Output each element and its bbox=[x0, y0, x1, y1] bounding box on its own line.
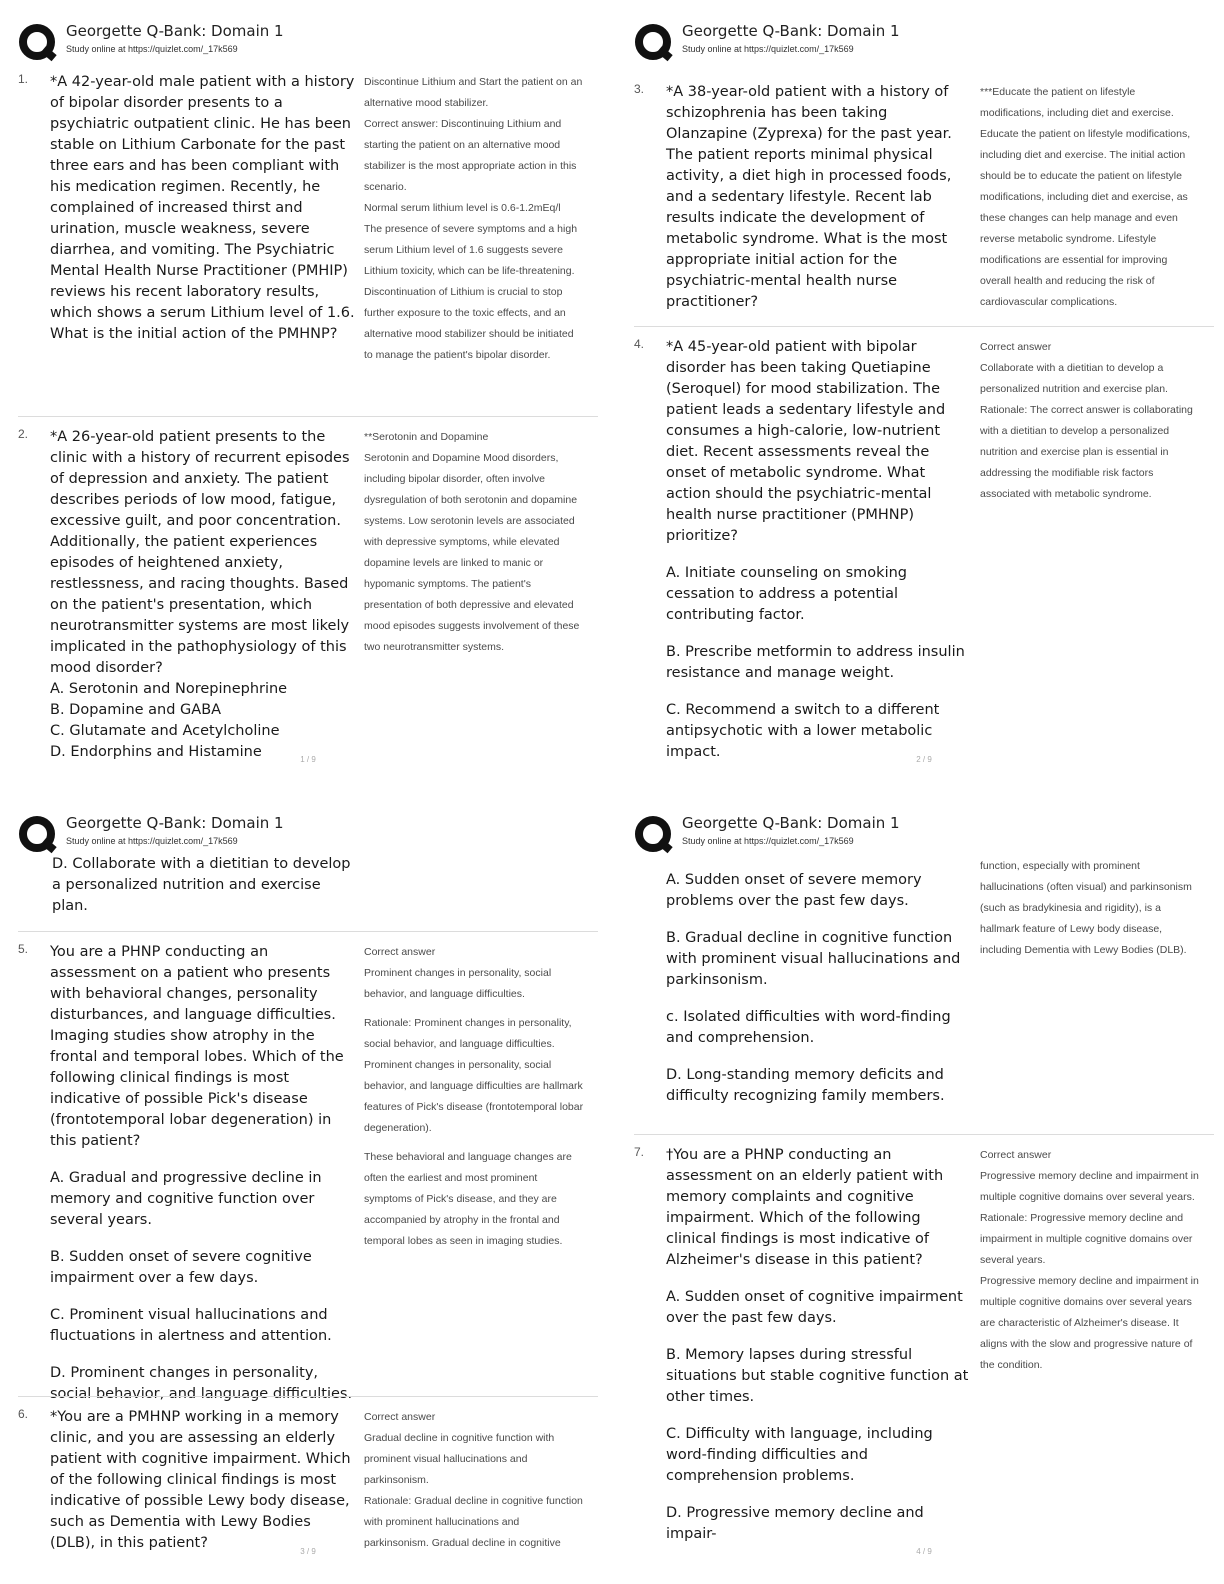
question-stem: *You are a PMHNP working in a memory clinic, and you are assessing an elderly patient with cognitive impairment. Which of the following clinical findings is most indicative of possible Lewy body disease, such as Dementia with Lewy Bodies (DLB), in this patient? bbox=[50, 1409, 351, 1551]
page-subtitle: Study online at https://quizlet.com/_17k569 bbox=[66, 836, 238, 846]
answer-text: Educate the patient on lifestyle modifications, including diet and exercise. The initial action should be to educate the patient on lifestyle modifications, including diet and exercise, as these changes can help manage and even reverse metabolic syndrome. Lifestyle modifications are essential for improving overall health and reducing the risk of cardiovascular complications. bbox=[980, 128, 1191, 308]
question-text bbox=[50, 1407, 356, 1554]
page-header bbox=[18, 810, 598, 856]
question-text bbox=[666, 82, 972, 313]
question-stem: *A 42-year-old male patient with a history of bipolar disorder presents to a psychiatric outpatient clinic. He has been stable on Lithium Carbonate for the past three ears and has been compliant with his medication regimen. Recently, he complained of increased thirst and urination, muscle weakness, severe diarrhea, and vomiting. The Psychiatric Mental Health Nurse Practitioner (PMHIP) reviews his recent laboratory results, which shows a serum Lithium level of 1.6. What is the initial action of the PMHNP? bbox=[50, 74, 355, 342]
page-body bbox=[18, 854, 598, 1562]
question-number: 5. bbox=[18, 942, 29, 956]
answer-text: Discontinue Lithium and Start the patient on an alternative mood stabilizer. bbox=[364, 76, 583, 109]
page-header bbox=[18, 18, 598, 64]
question-card bbox=[634, 78, 1214, 320]
answer-text: Progressive memory decline and impairment in multiple cognitive domains over several years are characteristic of Alzheimer's disease. It aligns with the slow and progressive nature of the condition. bbox=[980, 1275, 1199, 1371]
answer-text: Rationale: Gradual decline in cognitive function with prominent hallucinations and parkinsonism. Gradual decline in cognitive bbox=[364, 1495, 583, 1549]
answer-option: B. Gradual decline in cognitive function with prominent visual hallucinations and parkinsonism. bbox=[666, 930, 961, 988]
quizlet-logo-icon bbox=[18, 23, 58, 63]
question-number: 6. bbox=[18, 1407, 29, 1421]
answer-option: A. Sudden onset of severe memory problems over the past few days. bbox=[666, 872, 922, 909]
answer-panel bbox=[364, 1407, 584, 1554]
page-4 bbox=[634, 810, 1214, 1570]
answer-panel bbox=[980, 1145, 1200, 1376]
answer-option: c. Isolated difficulties with word-finding and comprehension. bbox=[666, 1009, 951, 1046]
quizlet-logo-icon bbox=[634, 815, 674, 855]
answer-option: A. Gradual and progressive decline in memory and cognitive function over several years. bbox=[50, 1170, 322, 1228]
answer-option: B. Prescribe metformin to address insulin resistance and manage weight. bbox=[666, 644, 965, 681]
answer-panel bbox=[364, 942, 584, 1252]
answer-text: Collaborate with a dietitian to develop a personalized nutrition and exercise plan. bbox=[980, 362, 1168, 395]
page-1 bbox=[18, 18, 598, 778]
answer-text: These behavioral and language changes are often the earliest and most prominent symptoms of Pick's disease, and they are accompanied by atrophy in the frontal and temporal lobes as seen in imaging studies. bbox=[364, 1151, 572, 1247]
question-number: 7. bbox=[634, 1145, 645, 1159]
answer-text: Correct answer bbox=[364, 946, 436, 958]
answer-option: B. Sudden onset of severe cognitive impairment over a few days. bbox=[50, 1249, 312, 1286]
question-text bbox=[50, 942, 356, 1405]
answer-option: C. Glutamate and Acetylcholine bbox=[50, 723, 280, 739]
answer-option: D. Progressive memory decline and impair- bbox=[666, 1505, 924, 1542]
page-subtitle: Study online at https://quizlet.com/_17k569 bbox=[682, 44, 854, 54]
question-number: 4. bbox=[634, 337, 645, 351]
answer-text: Correct answer bbox=[980, 1149, 1052, 1161]
quizlet-logo-icon bbox=[18, 815, 58, 855]
answer-option: C. Difficulty with language, including word-finding difficulties and comprehension problems. bbox=[666, 1426, 933, 1484]
continued-option: D. Collaborate with a dietitian to develop a personalized nutrition and exercise plan. bbox=[52, 856, 351, 914]
page-header bbox=[634, 18, 1214, 64]
answer-panel bbox=[364, 427, 584, 658]
question-continuation bbox=[634, 856, 1214, 1128]
answer-text: Normal serum lithium level is 0.6-1.2mEq/l bbox=[364, 202, 561, 214]
answer-text: Rationale: The correct answer is collaborating with a dietitian to develop a personalized nutrition and exercise plan is essential in addressing the modifiable risk factors associated with metabolic syndrome. bbox=[980, 404, 1193, 500]
quizlet-logo-icon bbox=[634, 23, 674, 63]
answer-panel bbox=[980, 337, 1200, 505]
question-stem: *A 45-year-old patient with bipolar disorder has been taking Quetiapine (Seroquel) for mood stabilization. The patient leads a sedentary lifestyle and consumes a high-calorie, low-nutrient diet. Recent assessments reveal the onset of metabolic syndrome. What action should the psychiatric-mental health nurse practitioner (PMHNP) prioritize? bbox=[666, 339, 946, 544]
page-title: Georgette Q-Bank: Domain 1 bbox=[682, 814, 900, 832]
answer-text: **Serotonin and Dopamine bbox=[364, 431, 489, 443]
page-title: Georgette Q-Bank: Domain 1 bbox=[682, 22, 900, 40]
answer-text: Correct answer: Discontinuing Lithium and starting the patient on an alternative mood stabilizer is the most appropriate action in this scenario. bbox=[364, 118, 577, 193]
answer-text: Rationale: Progressive memory decline and impairment in multiple cognitive domains over several years. bbox=[980, 1212, 1193, 1266]
page-title: Georgette Q-Bank: Domain 1 bbox=[66, 814, 284, 832]
answer-text: Progressive memory decline and impairment in multiple cognitive domains over several years. bbox=[980, 1170, 1199, 1203]
answer-option: D. Prominent changes in personality, social behavior, and language difficulties. bbox=[50, 1365, 353, 1402]
question-number: 1. bbox=[18, 72, 29, 86]
answer-panel bbox=[364, 72, 584, 366]
answer-option: B. Dopamine and GABA bbox=[50, 702, 222, 718]
question-card bbox=[18, 1396, 598, 1562]
answer-option: D. Endorphins and Histamine bbox=[50, 744, 262, 760]
answer-option: A. Serotonin and Norepinephrine bbox=[50, 681, 288, 697]
page-title: Georgette Q-Bank: Domain 1 bbox=[66, 22, 284, 40]
question-text bbox=[666, 1145, 972, 1545]
answer-text: ***Educate the patient on lifestyle modifications, including diet and exercise. bbox=[980, 86, 1174, 119]
continued-options bbox=[666, 870, 972, 1107]
question-stem: *A 38-year-old patient with a history of schizophrenia has been taking Olanzapine (Zyprexa) for the past year. The patient reports minimal physical activity, a diet high in processed foods, and a sedentary lifestyle. Recent lab results indicate the development of metabolic syndrome. What is the most appropriate initial action for the psychiatric-mental health nurse practitioner? bbox=[666, 84, 952, 310]
answer-option: A. Initiate counseling on smoking cessation to address a potential contributing factor. bbox=[666, 565, 907, 623]
answer-panel bbox=[980, 82, 1200, 313]
page-number: 1 / 9 bbox=[300, 755, 316, 764]
question-card bbox=[18, 931, 598, 1402]
question-number: 2. bbox=[18, 427, 29, 441]
page-body bbox=[634, 78, 1214, 771]
page-body bbox=[18, 68, 598, 771]
answer-text: Prominent changes in personality, social behavior, and language difficulties. bbox=[364, 967, 552, 1000]
question-text bbox=[666, 337, 972, 763]
answer-option: D. Long-standing memory deficits and difficulty recognizing family members. bbox=[666, 1067, 945, 1104]
question-text bbox=[50, 72, 356, 345]
question-number: 3. bbox=[634, 82, 645, 96]
question-card bbox=[634, 326, 1214, 771]
question-card bbox=[634, 1134, 1214, 1553]
answer-option: C. Recommend a switch to a different antipsychotic with a lower metabolic impact. bbox=[666, 702, 940, 760]
question-stem: *A 26-year-old patient presents to the clinic with a history of recurrent episodes of depression and anxiety. The patient describes periods of low mood, fatigue, excessive guilt, and poor concentration. Additionally, the patient experiences episodes of heightened anxiety, restlessness, and racing thoughts. Based on the patient's presentation, which neurotransmitter systems are most likely implicated in the pathophysiology of this mood disorder? bbox=[50, 429, 350, 676]
question-text bbox=[50, 427, 356, 763]
page-subtitle: Study online at https://quizlet.com/_17k569 bbox=[66, 44, 238, 54]
question-stem: †You are a PHNP conducting an assessment on an elderly patient with memory complaints and cognitive impairment. Which of the following clinical findings is most indicative of Alzheimer's disease in this patient? bbox=[666, 1147, 944, 1268]
question-stem: You are a PHNP conducting an assessment on a patient who presents with behavioral changes, personality disturbances, and language difficulties. Imaging studies show atrophy in the frontal and temporal lobes. Which of the following clinical findings is most indicative of possible Pick's disease (frontotemporal lobar degeneration) in this patient? bbox=[50, 944, 344, 1149]
page-number: 4 / 9 bbox=[916, 1547, 932, 1556]
page-2 bbox=[634, 18, 1214, 778]
answer-text: Serotonin and Dopamine Mood disorders, including bipolar disorder, often involve dysregulation of both serotonin and dopamine systems. Low serotonin levels are associated with depressive symptoms, while elevated dopamine levels are linked to manic or hypomanic symptoms. The patient's presentation of both depressive and elevated mood episodes suggests involvement of these two neurotransmitter systems. bbox=[364, 452, 580, 653]
question-card bbox=[18, 416, 598, 771]
answer-option: C. Prominent visual hallucinations and fluctuations in alertness and attention. bbox=[50, 1307, 332, 1344]
page-header bbox=[634, 810, 1214, 856]
answer-text: Correct answer bbox=[980, 341, 1052, 353]
answer-text: Correct answer bbox=[364, 1411, 436, 1423]
page-3 bbox=[18, 810, 598, 1570]
answer-panel: function, especially with prominent hallucinations (often visual) and parkinsonism (such as bradykinesia and rigidity), is a hallmark feature of Lewy body disease, including Dementia with Lewy Bodies (DLB). bbox=[980, 860, 1192, 956]
answer-option: B. Memory lapses during stressful situations but stable cognitive function at other times. bbox=[666, 1347, 969, 1405]
answer-option: A. Sudden onset of cognitive impairment over the past few days. bbox=[666, 1289, 963, 1326]
page-body bbox=[634, 856, 1214, 1553]
answer-text: Rationale: Prominent changes in personality, social behavior, and language difficulties. Prominent changes in personality, social behavior, and language difficulties are hallmark features of Pick's disease (frontotemporal lobar degeneration). bbox=[364, 1017, 584, 1134]
question-card bbox=[18, 68, 598, 410]
question-continuation bbox=[18, 854, 598, 925]
answer-text: Gradual decline in cognitive function with prominent visual hallucinations and parkinsonism. bbox=[364, 1432, 555, 1486]
answer-text: The presence of severe symptoms and a high serum Lithium level of 1.6 suggests severe Lithium toxicity, which can be life-threatening. Discontinuation of Lithium is crucial to stop further exposure to the toxic effects, and an alternative mood stabilizer should be initiated to manage the patient's bipolar disorder. bbox=[364, 223, 578, 361]
page-number: 2 / 9 bbox=[916, 755, 932, 764]
page-subtitle: Study online at https://quizlet.com/_17k569 bbox=[682, 836, 854, 846]
page-number: 3 / 9 bbox=[300, 1547, 316, 1556]
